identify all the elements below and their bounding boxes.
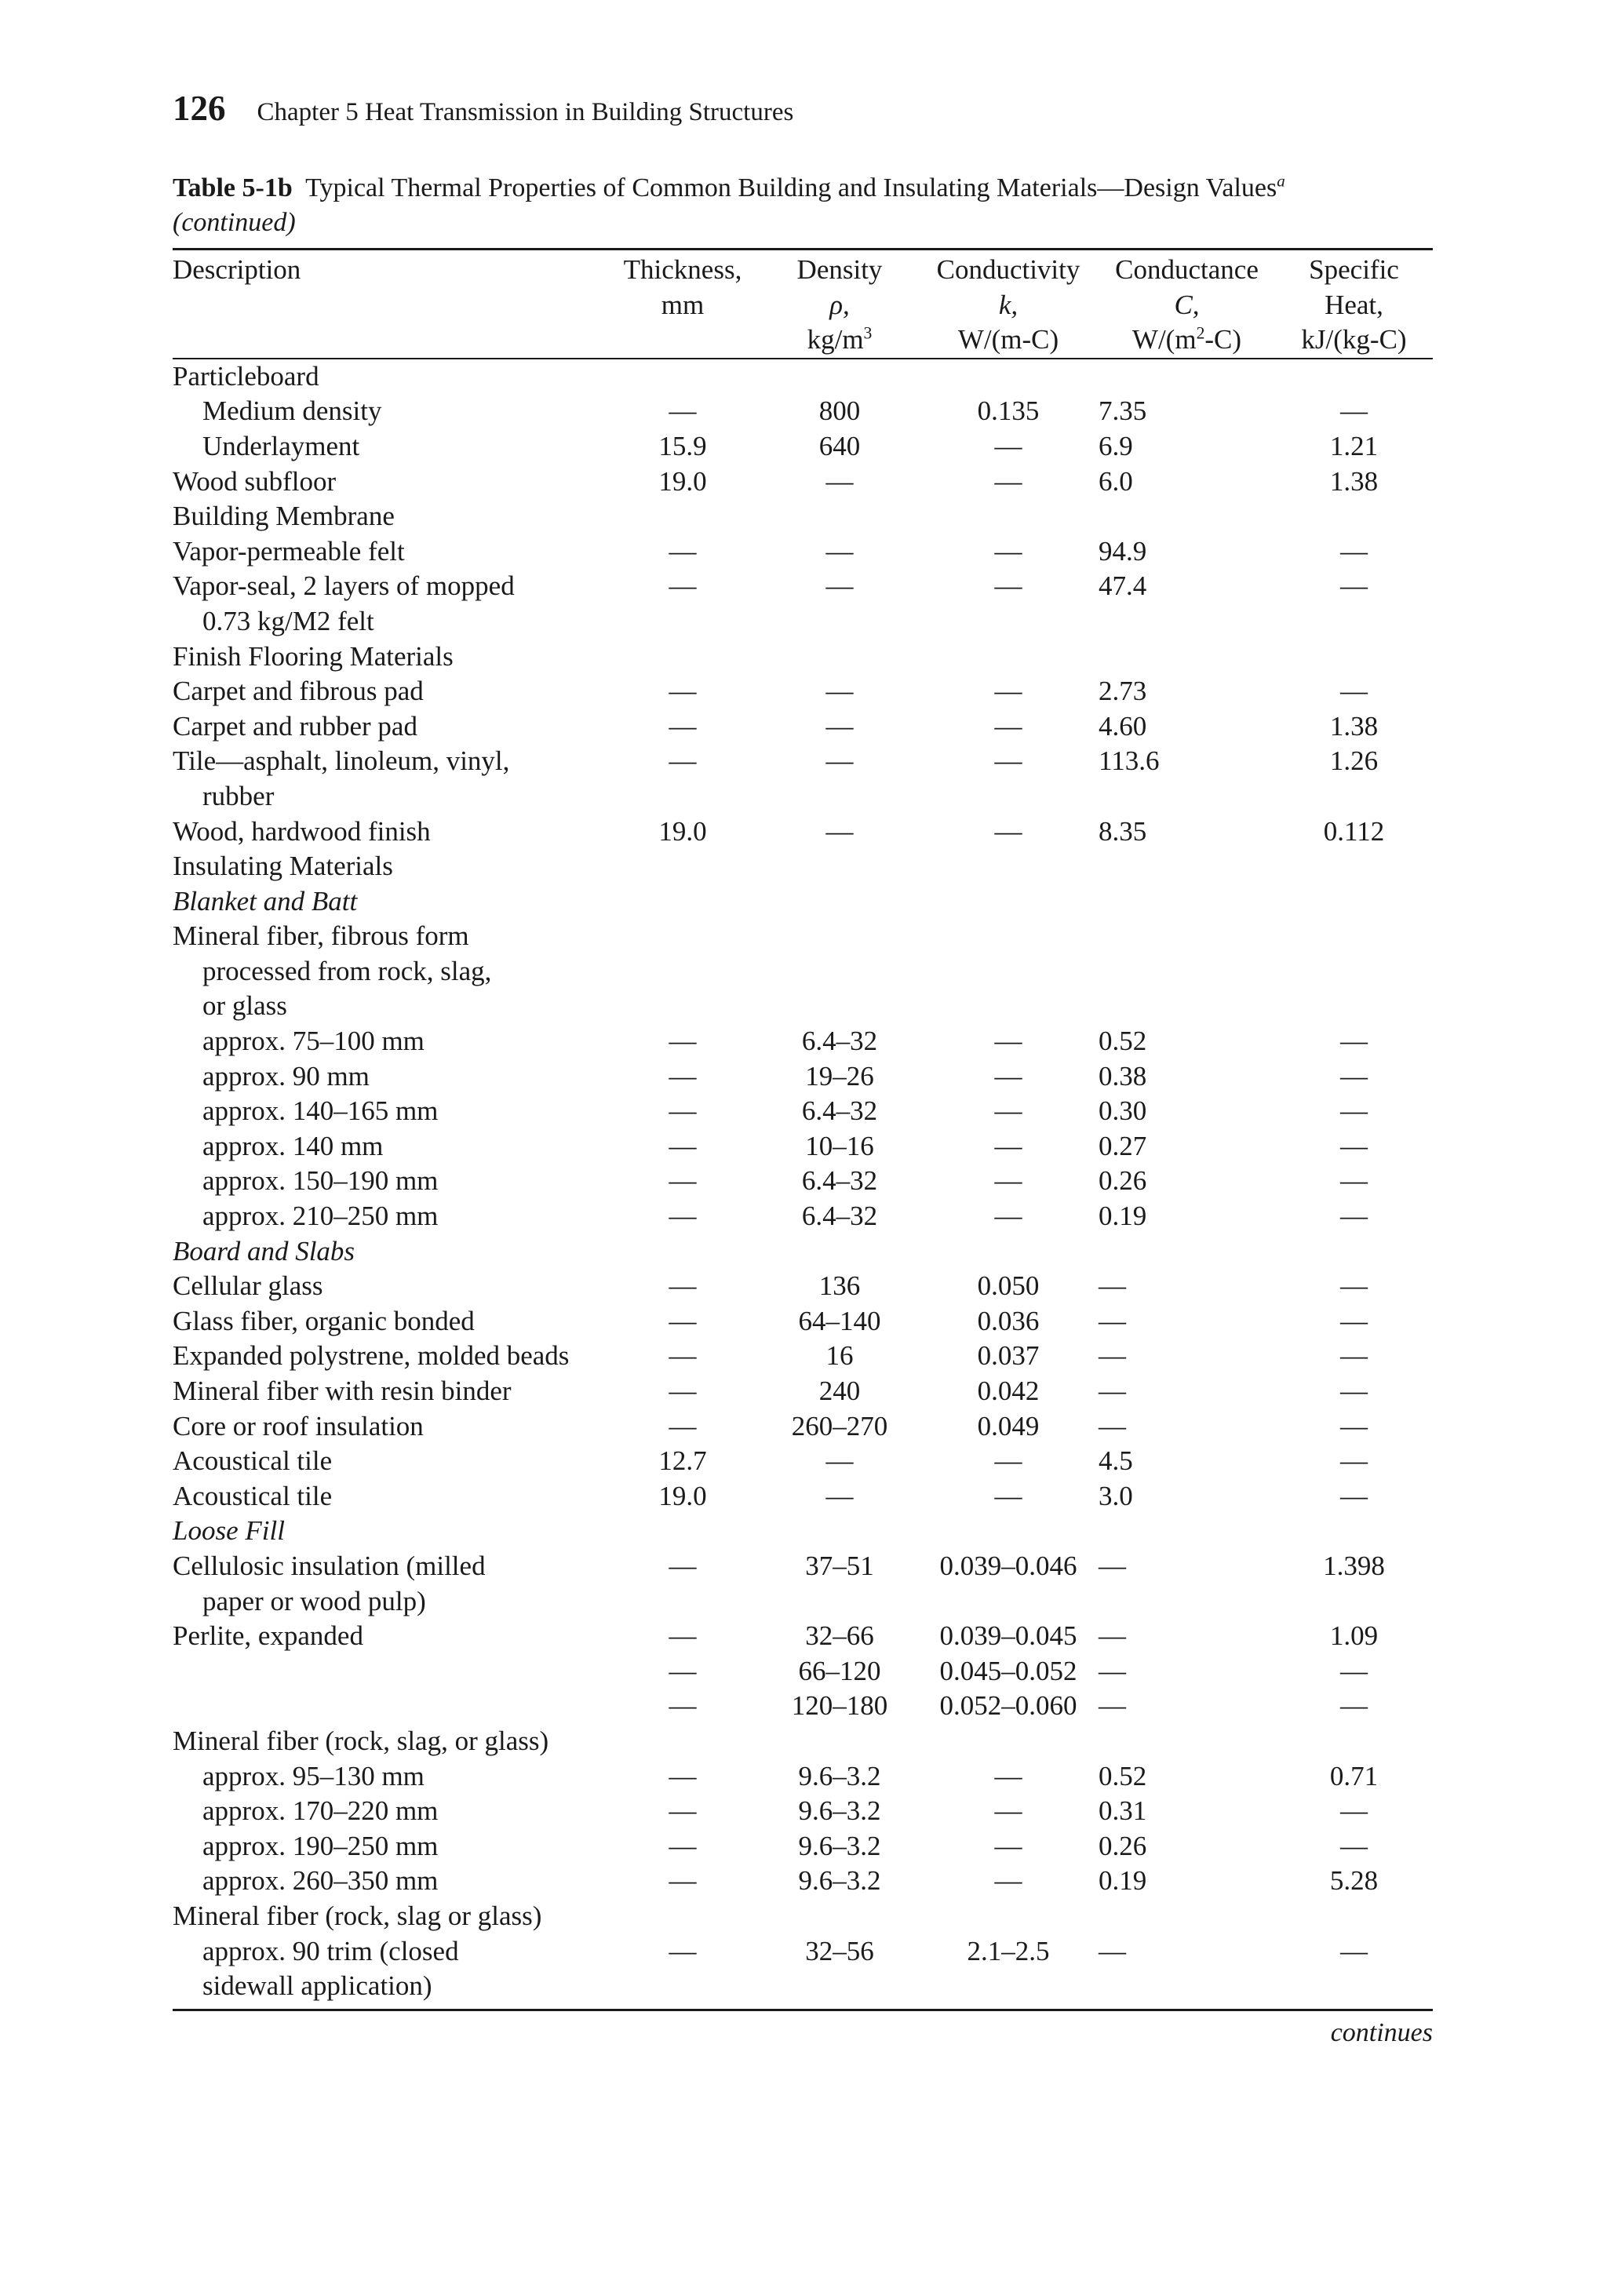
conductivity-cell: — <box>994 1480 1022 1511</box>
conductivity-cell: — <box>994 710 1022 742</box>
thickness-cell: — <box>669 570 697 602</box>
table-row <box>173 465 1433 500</box>
specific-heat-cell: — <box>1340 1410 1368 1441</box>
density-cell: 120–180 <box>791 1690 888 1722</box>
conductance-cell: 6.0 <box>1099 465 1133 497</box>
specific-heat-cell: — <box>1340 1130 1368 1161</box>
table-row <box>173 674 1433 709</box>
specific-heat-cell: — <box>1340 535 1368 567</box>
specific-heat-cell: 1.21 <box>1329 430 1379 461</box>
specific-heat-cell: — <box>1340 1165 1368 1197</box>
density-cell: 640 <box>818 430 861 461</box>
header-conductivity: Conductivity k, W/(m-C) <box>918 253 1099 359</box>
density-cell: 9.6–3.2 <box>798 1760 881 1791</box>
conductance-cell: 4.60 <box>1099 710 1147 742</box>
conductance-cell: 113.6 <box>1099 745 1160 777</box>
description-row <box>173 1899 1433 1934</box>
table-row <box>173 569 1433 604</box>
conductivity-cell: 0.045–0.052 <box>939 1655 1077 1686</box>
description-cell: Mineral fiber with resin binder <box>173 1376 512 1406</box>
description-cell: Particleboard <box>173 360 319 392</box>
conductivity-cell: 0.135 <box>977 395 1040 427</box>
conductance-cell: 0.26 <box>1099 1165 1147 1197</box>
description-cell: approx. 75–100 mm <box>202 1026 425 1057</box>
conductance-cell: 0.52 <box>1099 1760 1147 1791</box>
description-cell: approx. 90 trim (closed <box>202 1935 459 1966</box>
thickness-cell: — <box>669 745 697 777</box>
description-cell: approx. 260–350 mm <box>202 1865 439 1897</box>
thickness-cell: — <box>669 1026 697 1057</box>
conductance-cell: 47.4 <box>1099 570 1147 602</box>
conductance-cell: — <box>1099 1620 1126 1652</box>
table-row <box>173 1199 1433 1234</box>
subsection-heading-row <box>173 884 1433 920</box>
description-row <box>173 1724 1433 1759</box>
thickness-cell: 19.0 <box>658 1480 707 1511</box>
conductance-cell: 0.31 <box>1099 1795 1147 1827</box>
thickness-cell: — <box>669 1095 697 1127</box>
table-row <box>173 744 1433 779</box>
description-cell: 0.73 kg/M2 felt <box>202 605 374 636</box>
description-row <box>173 1584 1433 1620</box>
description-cell: Cellular glass <box>173 1270 323 1302</box>
table-row <box>173 1024 1433 1059</box>
description-row <box>173 604 1433 640</box>
thickness-cell: — <box>669 1165 697 1197</box>
conductance-cell: 0.27 <box>1099 1130 1147 1161</box>
running-head <box>173 88 793 135</box>
conductivity-cell: 0.052–0.060 <box>939 1690 1077 1722</box>
conductance-cell: 0.38 <box>1099 1060 1147 1092</box>
description-cell: or glass <box>202 990 287 1022</box>
chapter-title: Chapter 5 Heat Transmission in Building Structures <box>257 98 794 126</box>
description-cell: sidewall application) <box>202 1970 432 2002</box>
table-row <box>173 1654 1433 1689</box>
density-cell: 16 <box>825 1340 854 1372</box>
conductivity-cell: — <box>994 1445 1022 1477</box>
description-cell: Board and Slabs <box>173 1235 355 1266</box>
conductance-cell: — <box>1099 1655 1126 1686</box>
description-cell: rubber <box>202 780 275 811</box>
description-cell: Mineral fiber (rock, slag, or glass) <box>173 1725 549 1756</box>
table-row <box>173 1934 1433 1970</box>
description-cell: Vapor-seal, 2 layers of mopped <box>173 570 515 602</box>
conductance-cell: 2.73 <box>1099 676 1147 707</box>
table-top-rule <box>173 248 1433 250</box>
conductivity-cell: — <box>994 1830 1022 1861</box>
density-cell: — <box>825 535 854 567</box>
description-row <box>173 1969 1433 2004</box>
conductance-cell: — <box>1099 1410 1126 1441</box>
conductivity-cell: — <box>994 1026 1022 1057</box>
thickness-cell: — <box>669 1795 697 1827</box>
thickness-cell: — <box>669 1340 697 1372</box>
density-cell: 6.4–32 <box>801 1026 878 1057</box>
description-cell: Carpet and fibrous pad <box>173 676 424 707</box>
section-heading-row <box>173 499 1433 534</box>
table-row <box>173 1129 1433 1164</box>
thickness-cell: — <box>669 676 697 707</box>
thickness-cell: — <box>669 1935 697 1966</box>
thermal-properties-table <box>173 253 1433 2004</box>
conductivity-cell: — <box>994 1165 1022 1197</box>
density-cell: 6.4–32 <box>801 1095 878 1127</box>
specific-heat-cell: — <box>1340 1655 1368 1686</box>
conductivity-cell: — <box>994 1095 1022 1127</box>
density-cell: — <box>825 1480 854 1511</box>
conductance-cell: — <box>1099 1270 1126 1302</box>
table-row <box>173 1339 1433 1374</box>
table-header <box>173 253 1433 359</box>
table-row <box>173 1794 1433 1829</box>
conductivity-cell: — <box>994 1060 1022 1092</box>
specific-heat-cell: — <box>1340 1690 1368 1722</box>
description-cell: approx. 190–250 mm <box>202 1830 439 1861</box>
conductivity-cell: 0.036 <box>977 1305 1040 1336</box>
specific-heat-cell: — <box>1340 1480 1368 1511</box>
thickness-cell: — <box>669 1690 697 1722</box>
density-cell: 19–26 <box>805 1060 874 1092</box>
thickness-cell: — <box>669 1830 697 1861</box>
header-description: Description <box>173 253 604 359</box>
thickness-cell: 19.0 <box>658 465 707 497</box>
description-cell: Loose Fill <box>173 1515 285 1547</box>
specific-heat-cell: — <box>1340 1340 1368 1372</box>
header-specific-heat: Specific Heat, kJ/(kg-C) <box>1275 253 1433 359</box>
specific-heat-cell: — <box>1340 395 1368 427</box>
conductance-cell: 8.35 <box>1099 815 1147 847</box>
table-row <box>173 1409 1433 1445</box>
density-cell: 9.6–3.2 <box>798 1830 881 1861</box>
description-cell: approx. 150–190 mm <box>202 1165 439 1197</box>
conductivity-cell: — <box>994 535 1022 567</box>
specific-heat-cell: 0.71 <box>1329 1760 1379 1791</box>
conductance-cell: 0.26 <box>1099 1830 1147 1861</box>
description-cell: Vapor-permeable felt <box>173 535 405 567</box>
specific-heat-cell: 0.112 <box>1323 815 1385 847</box>
specific-heat-cell: 1.38 <box>1329 465 1379 497</box>
header-thickness: Thickness, mm <box>604 253 761 359</box>
conductance-cell: — <box>1099 1690 1126 1722</box>
continues-note: continues <box>1330 2018 1433 2047</box>
table-row <box>173 1059 1433 1095</box>
conductivity-cell: 0.042 <box>977 1376 1040 1406</box>
thickness-cell: — <box>669 1760 697 1791</box>
thickness-cell: 15.9 <box>658 430 707 461</box>
description-cell: approx. 95–130 mm <box>202 1760 425 1791</box>
density-cell: 64–140 <box>798 1305 881 1336</box>
thickness-cell: 19.0 <box>658 815 707 847</box>
thickness-cell: — <box>669 1550 697 1581</box>
table-label: Table 5-1b <box>173 173 293 202</box>
description-cell: Insulating Materials <box>173 851 393 882</box>
specific-heat-cell: — <box>1340 1060 1368 1092</box>
description-row <box>173 989 1433 1024</box>
table-row <box>173 394 1433 429</box>
conductance-cell: — <box>1099 1305 1126 1336</box>
description-cell: Underlayment <box>202 430 360 461</box>
description-row <box>173 359 1433 395</box>
conductivity-cell: 0.037 <box>977 1340 1040 1372</box>
thickness-cell: — <box>669 395 697 427</box>
page-number: 126 <box>173 89 226 128</box>
thickness-cell: — <box>669 1376 697 1406</box>
description-cell: Cellulosic insulation (milled <box>173 1550 486 1581</box>
table-row <box>173 1864 1433 1899</box>
specific-heat-cell: — <box>1340 1830 1368 1861</box>
conductivity-cell: — <box>994 1795 1022 1827</box>
conductance-cell: — <box>1099 1550 1126 1581</box>
subsection-heading-row <box>173 1234 1433 1270</box>
description-cell: Core or roof insulation <box>173 1410 424 1441</box>
description-cell: Wood, hardwood finish <box>173 815 431 847</box>
conductivity-cell: 0.039–0.045 <box>939 1620 1077 1652</box>
conductivity-cell: — <box>994 676 1022 707</box>
density-cell: — <box>825 745 854 777</box>
subsection-heading-row <box>173 1514 1433 1549</box>
conductivity-cell: — <box>994 1760 1022 1791</box>
conductivity-cell: — <box>994 570 1022 602</box>
table-title: Typical Thermal Properties of Common Building and Insulating Materials—Design Values <box>305 173 1277 202</box>
conductance-cell: 7.35 <box>1099 395 1147 427</box>
specific-heat-cell: 1.26 <box>1329 745 1379 777</box>
header-density: Density ρ, $kg/m^3$ <box>761 253 918 359</box>
table-row <box>173 1689 1433 1724</box>
thickness-cell: 12.7 <box>658 1445 707 1477</box>
density-cell: 66–120 <box>798 1655 881 1686</box>
conductance-cell: 4.5 <box>1099 1445 1133 1477</box>
conductance-cell: 6.9 <box>1099 430 1133 461</box>
description-cell: Perlite, expanded <box>173 1620 363 1652</box>
description-cell: Carpet and rubber pad <box>173 710 417 742</box>
conductance-cell: 0.30 <box>1099 1095 1147 1127</box>
density-cell: 32–56 <box>805 1935 874 1966</box>
thickness-cell: — <box>669 710 697 742</box>
conductance-cell: 3.0 <box>1099 1480 1133 1511</box>
density-cell: 37–51 <box>805 1550 874 1581</box>
thickness-cell: — <box>669 1410 697 1441</box>
conductance-cell: 0.19 <box>1099 1201 1147 1232</box>
density-cell: 32–66 <box>805 1620 874 1652</box>
thickness-cell: — <box>669 1305 697 1336</box>
description-cell: approx. 170–220 mm <box>202 1795 439 1827</box>
density-cell: — <box>825 570 854 602</box>
density-cell: 136 <box>818 1270 861 1302</box>
table-row <box>173 1304 1433 1339</box>
table-body <box>173 359 1433 2004</box>
conductivity-cell: 0.039–0.046 <box>939 1550 1077 1581</box>
description-cell: Blanket and Batt <box>173 885 358 917</box>
conductivity-cell: — <box>994 1201 1022 1232</box>
description-cell: Acoustical tile <box>173 1445 333 1477</box>
table-row <box>173 429 1433 465</box>
conductivity-cell: — <box>994 1130 1022 1161</box>
specific-heat-cell: 1.09 <box>1329 1620 1379 1652</box>
specific-heat-cell: — <box>1340 1795 1368 1827</box>
table-row <box>173 1619 1433 1654</box>
density-cell: 6.4–32 <box>801 1201 878 1232</box>
thickness-cell: — <box>669 1130 697 1161</box>
section-heading-row <box>173 849 1433 884</box>
description-cell: Finish Flooring Materials <box>173 640 454 672</box>
description-cell: Medium density <box>202 395 382 427</box>
density-cell: — <box>825 465 854 497</box>
table-row <box>173 1164 1433 1199</box>
thickness-cell: — <box>669 1620 697 1652</box>
density-cell: 260–270 <box>791 1410 888 1441</box>
description-row <box>173 919 1433 954</box>
density-cell: 9.6–3.2 <box>798 1865 881 1897</box>
description-cell: Mineral fiber (rock, slag or glass) <box>173 1900 542 1931</box>
description-cell: approx. 210–250 mm <box>202 1201 439 1232</box>
specific-heat-cell: — <box>1340 1026 1368 1057</box>
table-row <box>173 1479 1433 1514</box>
specific-heat-cell: — <box>1340 1201 1368 1232</box>
description-cell: approx. 140 mm <box>202 1130 384 1161</box>
description-cell: approx. 140–165 mm <box>202 1095 439 1127</box>
description-cell: Tile—asphalt, linoleum, vinyl, <box>173 745 510 777</box>
density-cell: — <box>825 710 854 742</box>
description-row <box>173 954 1433 989</box>
table-row <box>173 1549 1433 1584</box>
conductivity-cell: — <box>994 815 1022 847</box>
density-cell: 6.4–32 <box>801 1165 878 1197</box>
specific-heat-cell: 1.398 <box>1323 1550 1385 1581</box>
conductance-cell: — <box>1099 1935 1126 1966</box>
conductivity-cell: 0.049 <box>977 1410 1040 1441</box>
specific-heat-cell: — <box>1340 1935 1368 1966</box>
description-cell: Acoustical tile <box>173 1480 333 1511</box>
conductivity-cell: — <box>994 465 1022 497</box>
specific-heat-cell: — <box>1340 1445 1368 1477</box>
table-caption <box>173 171 1444 240</box>
conductance-cell: 0.52 <box>1099 1026 1147 1057</box>
specific-heat-cell: — <box>1340 1305 1368 1336</box>
description-cell: Wood subfloor <box>173 465 337 497</box>
description-cell <box>173 1689 604 1724</box>
conductance-cell: 0.19 <box>1099 1865 1147 1897</box>
continued-note: (continued) <box>173 208 296 237</box>
description-cell: Mineral fiber, fibrous form <box>173 920 469 952</box>
density-cell: 800 <box>818 395 861 427</box>
table-row <box>173 1444 1433 1479</box>
description-cell: approx. 90 mm <box>202 1060 370 1092</box>
specific-heat-cell: — <box>1340 570 1368 602</box>
thickness-cell: — <box>669 1060 697 1092</box>
description-cell: Expanded polystrene, molded beads <box>173 1340 570 1372</box>
thickness-cell: — <box>669 1270 697 1302</box>
specific-heat-cell: 5.28 <box>1329 1865 1379 1897</box>
thickness-cell: — <box>669 1655 697 1686</box>
description-cell <box>173 1654 604 1689</box>
thickness-cell: — <box>669 535 697 567</box>
table-row <box>173 1829 1433 1864</box>
table-bottom-rule <box>173 2009 1433 2011</box>
conductance-cell: — <box>1099 1340 1126 1372</box>
table-row <box>173 1374 1433 1409</box>
specific-heat-cell: — <box>1340 1376 1368 1406</box>
table-row <box>173 1759 1433 1795</box>
density-cell: — <box>825 1445 854 1477</box>
conductance-cell: 94.9 <box>1099 535 1147 567</box>
thickness-cell: — <box>669 1865 697 1897</box>
conductivity-cell: 0.050 <box>977 1270 1040 1302</box>
description-cell: Glass fiber, organic bonded <box>173 1305 475 1336</box>
table-row <box>173 534 1433 570</box>
description-cell: Building Membrane <box>173 501 395 532</box>
footnote-mark: a <box>1277 171 1285 191</box>
density-cell: — <box>825 676 854 707</box>
section-heading-row <box>173 640 1433 675</box>
density-cell: 9.6–3.2 <box>798 1795 881 1827</box>
description-cell: processed from rock, slag, <box>202 955 492 986</box>
table-row <box>173 709 1433 745</box>
specific-heat-cell: — <box>1340 1270 1368 1302</box>
density-cell: 240 <box>818 1376 861 1406</box>
specific-heat-cell: 1.38 <box>1329 710 1379 742</box>
table-row <box>173 1094 1433 1129</box>
header-conductance: Conductance C, $W/(m^2-C)$ <box>1099 253 1275 359</box>
description-row <box>173 779 1433 815</box>
table-row <box>173 1269 1433 1304</box>
specific-heat-cell: — <box>1340 676 1368 707</box>
specific-heat-cell: — <box>1340 1095 1368 1127</box>
thickness-cell: — <box>669 1201 697 1232</box>
table-row <box>173 815 1433 850</box>
conductivity-cell: — <box>994 745 1022 777</box>
density-cell: — <box>825 815 854 847</box>
description-cell: paper or wood pulp) <box>202 1585 426 1616</box>
density-cell: 10–16 <box>805 1130 874 1161</box>
conductivity-cell: — <box>994 430 1022 461</box>
conductivity-cell: 2.1–2.5 <box>967 1935 1050 1966</box>
conductance-cell: — <box>1099 1376 1126 1406</box>
conductivity-cell: — <box>994 1865 1022 1897</box>
